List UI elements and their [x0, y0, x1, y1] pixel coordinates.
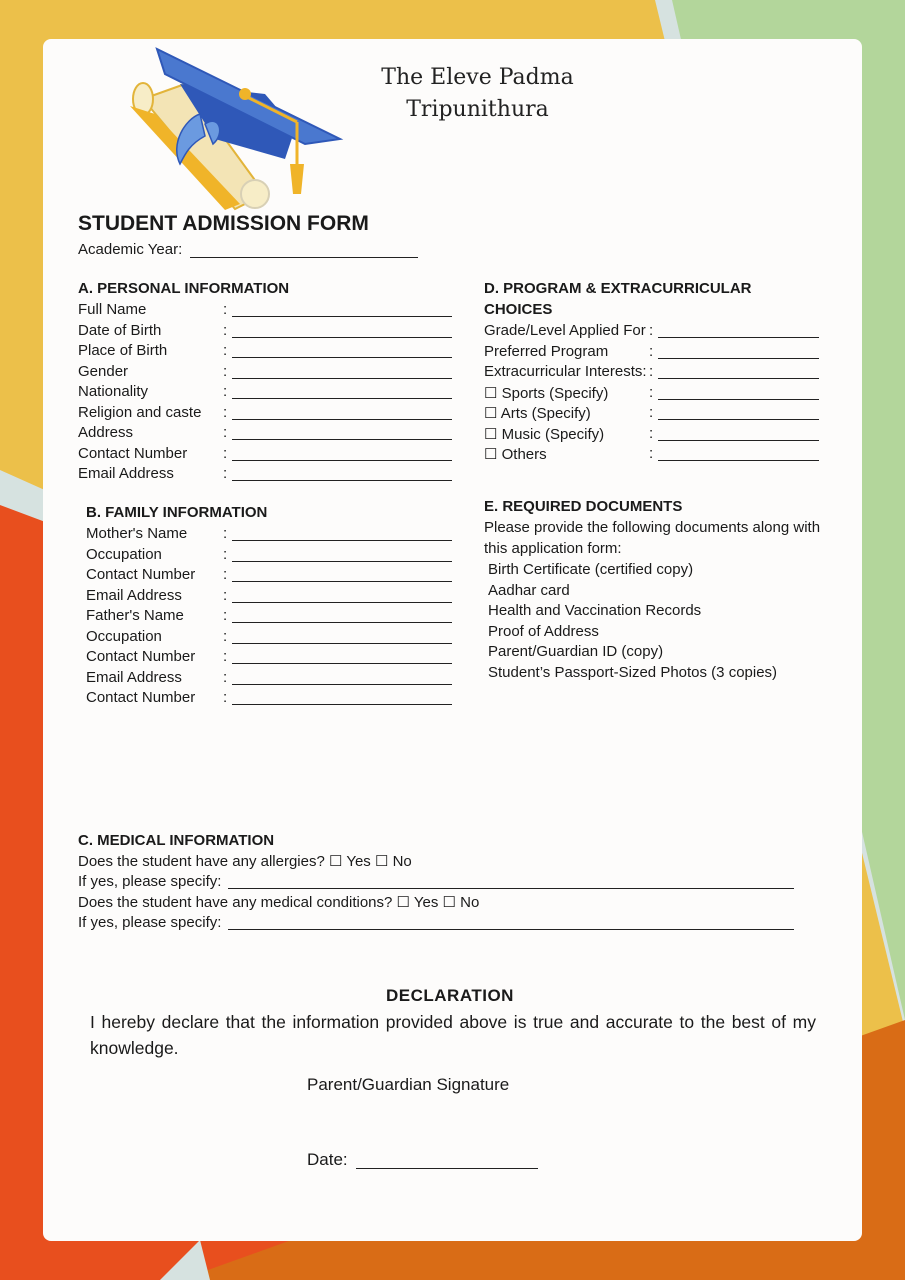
personal-field-label: Contact Number: [78, 444, 188, 462]
family-field-input-line[interactable]: [232, 561, 452, 562]
program-field-colon: :: [649, 363, 654, 380]
family-field-row: [86, 689, 453, 709]
school-name-line1: The Eleve Padma: [381, 65, 574, 90]
personal-field-input-line[interactable]: [232, 337, 452, 338]
declaration-text: I hereby declare that the information provided above is true and accurate to the best of my knowledge.: [90, 1012, 816, 1058]
personal-field-input-line[interactable]: [232, 419, 452, 420]
family-field-label: Occupation: [86, 627, 162, 645]
family-field-label: Contact Number: [86, 689, 196, 706]
personal-field-row: [78, 445, 453, 465]
required-document-item: Proof of Address: [488, 622, 599, 640]
program-field-label: Extracurricular Interests:: [484, 363, 647, 380]
family-field-input-line[interactable]: [232, 622, 452, 623]
program-field-colon: :: [649, 383, 654, 401]
family-field-label: Contact Number: [86, 566, 196, 583]
program-field-label: ☐ Others: [484, 446, 547, 463]
conditions-specify-field[interactable]: [228, 929, 794, 930]
family-info-heading: B. FAMILY INFORMATION: [86, 504, 268, 521]
family-field-row: [86, 566, 453, 586]
program-field-row: [484, 363, 819, 383]
personal-field-label: Religion and caste: [78, 403, 202, 421]
allergies-specify-field[interactable]: [228, 888, 794, 889]
personal-field-label: Address: [78, 424, 134, 441]
personal-field-input-line[interactable]: [232, 460, 452, 461]
medical-heading: C. MEDICAL INFORMATION: [78, 832, 275, 849]
conditions-specify-label: If yes, please specify:: [78, 914, 222, 931]
documents-heading: E. REQUIRED DOCUMENTS: [484, 498, 683, 515]
program-heading-line2: CHOICES: [484, 301, 553, 318]
required-document-item: Birth Certificate (certified copy): [488, 561, 694, 578]
personal-field-colon: :: [223, 321, 228, 339]
personal-field-label: Nationality: [78, 383, 149, 400]
personal-field-input-line[interactable]: [232, 357, 452, 358]
family-field-input-line[interactable]: [232, 540, 452, 541]
family-field-input-line[interactable]: [232, 602, 452, 603]
personal-field-colon: :: [223, 383, 228, 400]
family-field-row: [86, 546, 453, 566]
family-field-input-line[interactable]: [232, 581, 452, 582]
program-field-label: ☐ Music (Specify): [484, 425, 605, 443]
family-field-colon: :: [223, 689, 228, 706]
family-field-label: Mother's Name: [86, 525, 188, 542]
program-field-label: ☐ Sports (Specify): [484, 384, 609, 402]
required-document-item: Student’s Passport-Sized Photos (3 copies): [488, 663, 778, 681]
personal-field-input-line[interactable]: [232, 398, 452, 399]
required-document-item: Parent/Guardian ID (copy): [488, 643, 664, 660]
allergies-specify-label: If yes, please specify:: [78, 873, 222, 890]
family-field-label: Contact Number: [86, 648, 196, 665]
program-heading-line1: D. PROGRAM & EXTRACURRICULAR: [484, 280, 752, 297]
personal-field-label: Place of Birth: [78, 342, 168, 359]
program-field-label: Grade/Level Applied For: [484, 322, 646, 339]
family-field-input-line[interactable]: [232, 643, 452, 644]
family-field-colon: :: [223, 525, 228, 542]
personal-field-row: [78, 322, 453, 342]
school-name: [300, 62, 655, 126]
family-field-colon: :: [223, 668, 228, 686]
family-field-row: [86, 587, 453, 607]
personal-field-colon: :: [223, 465, 228, 482]
program-field-row: [484, 445, 819, 465]
family-field-input-line[interactable]: [232, 663, 452, 664]
program-field-row: [484, 384, 819, 404]
personal-field-label: Date of Birth: [78, 321, 162, 339]
family-field-row: [86, 607, 453, 627]
declaration-title: DECLARATION: [386, 986, 514, 1005]
program-field-input-line[interactable]: [658, 358, 819, 359]
date-label: Date:: [307, 1150, 348, 1169]
program-field-row: [484, 404, 819, 424]
family-field-colon: :: [223, 648, 228, 665]
personal-field-row: [78, 342, 453, 362]
personal-field-input-line[interactable]: [232, 480, 452, 481]
program-field-input-line[interactable]: [658, 419, 819, 420]
personal-field-input-line[interactable]: [232, 316, 452, 317]
family-field-input-line[interactable]: [232, 704, 452, 705]
personal-field-label: Email Address: [78, 465, 174, 482]
program-field-colon: :: [649, 322, 654, 339]
program-field-label: ☐ Arts (Specify): [484, 405, 591, 422]
program-field-input-line[interactable]: [658, 378, 819, 379]
family-field-input-line[interactable]: [232, 684, 452, 685]
form-title: STUDENT ADMISSION FORM: [78, 212, 369, 235]
required-document-item: Aadhar card: [488, 581, 570, 599]
personal-field-row: [78, 363, 453, 383]
family-field-colon: :: [223, 607, 228, 624]
program-field-row: [484, 343, 819, 363]
signature-label: Parent/Guardian Signature: [307, 1075, 510, 1094]
program-field-row: [484, 322, 819, 342]
personal-field-label: Full Name: [78, 301, 147, 318]
academic-year-field[interactable]: [190, 257, 418, 258]
academic-year-label: Academic Year:: [78, 241, 183, 258]
family-field-colon: :: [223, 566, 228, 583]
program-field-input-line[interactable]: [658, 337, 819, 338]
program-field-colon: :: [649, 445, 654, 462]
family-field-colon: :: [223, 586, 228, 604]
program-field-colon: :: [649, 424, 654, 442]
personal-field-colon: :: [223, 301, 228, 318]
personal-field-colon: :: [223, 424, 228, 441]
allergies-question[interactable]: Does the student have any allergies? ☐ Yes ☐ No: [78, 853, 412, 870]
program-field-input-line[interactable]: [658, 399, 819, 400]
family-field-label: Email Address: [86, 668, 182, 686]
personal-field-colon: :: [223, 362, 228, 380]
personal-field-colon: :: [223, 444, 228, 462]
personal-field-input-line[interactable]: [232, 378, 452, 379]
family-field-label: Father's Name: [86, 607, 184, 624]
personal-field-colon: :: [223, 342, 228, 359]
program-field-row: [484, 425, 819, 445]
family-field-colon: :: [223, 545, 228, 563]
school-name-line2: Tripunithura: [406, 97, 549, 122]
program-field-colon: :: [649, 404, 654, 421]
documents-intro-line1: Please provide the following documents along with: [484, 519, 821, 536]
required-document-item: Health and Vaccination Records: [488, 602, 702, 619]
family-field-row: [86, 628, 453, 648]
documents-intro-line2: this application form:: [484, 540, 622, 557]
personal-field-row: [78, 404, 453, 424]
personal-field-colon: :: [223, 403, 228, 421]
family-field-row: [86, 669, 453, 689]
family-field-label: Email Address: [86, 586, 182, 604]
personal-field-row: [78, 424, 453, 444]
program-field-colon: :: [649, 342, 654, 360]
personal-field-input-line[interactable]: [232, 439, 452, 440]
family-field-label: Occupation: [86, 545, 162, 563]
family-field-row: [86, 525, 453, 545]
program-field-label: Preferred Program: [484, 342, 609, 360]
personal-field-label: Gender: [78, 362, 129, 380]
personal-field-row: [78, 301, 453, 321]
personal-field-row: [78, 465, 453, 485]
personal-field-row: [78, 383, 453, 403]
family-field-colon: :: [223, 627, 228, 645]
date-field[interactable]: [356, 1168, 538, 1169]
conditions-question[interactable]: Does the student have any medical conditions? ☐ Yes ☐ No: [78, 894, 480, 911]
family-field-row: [86, 648, 453, 668]
program-field-input-line[interactable]: [658, 440, 819, 441]
personal-info-heading: A. PERSONAL INFORMATION: [78, 280, 290, 297]
program-field-input-line[interactable]: [658, 460, 819, 461]
